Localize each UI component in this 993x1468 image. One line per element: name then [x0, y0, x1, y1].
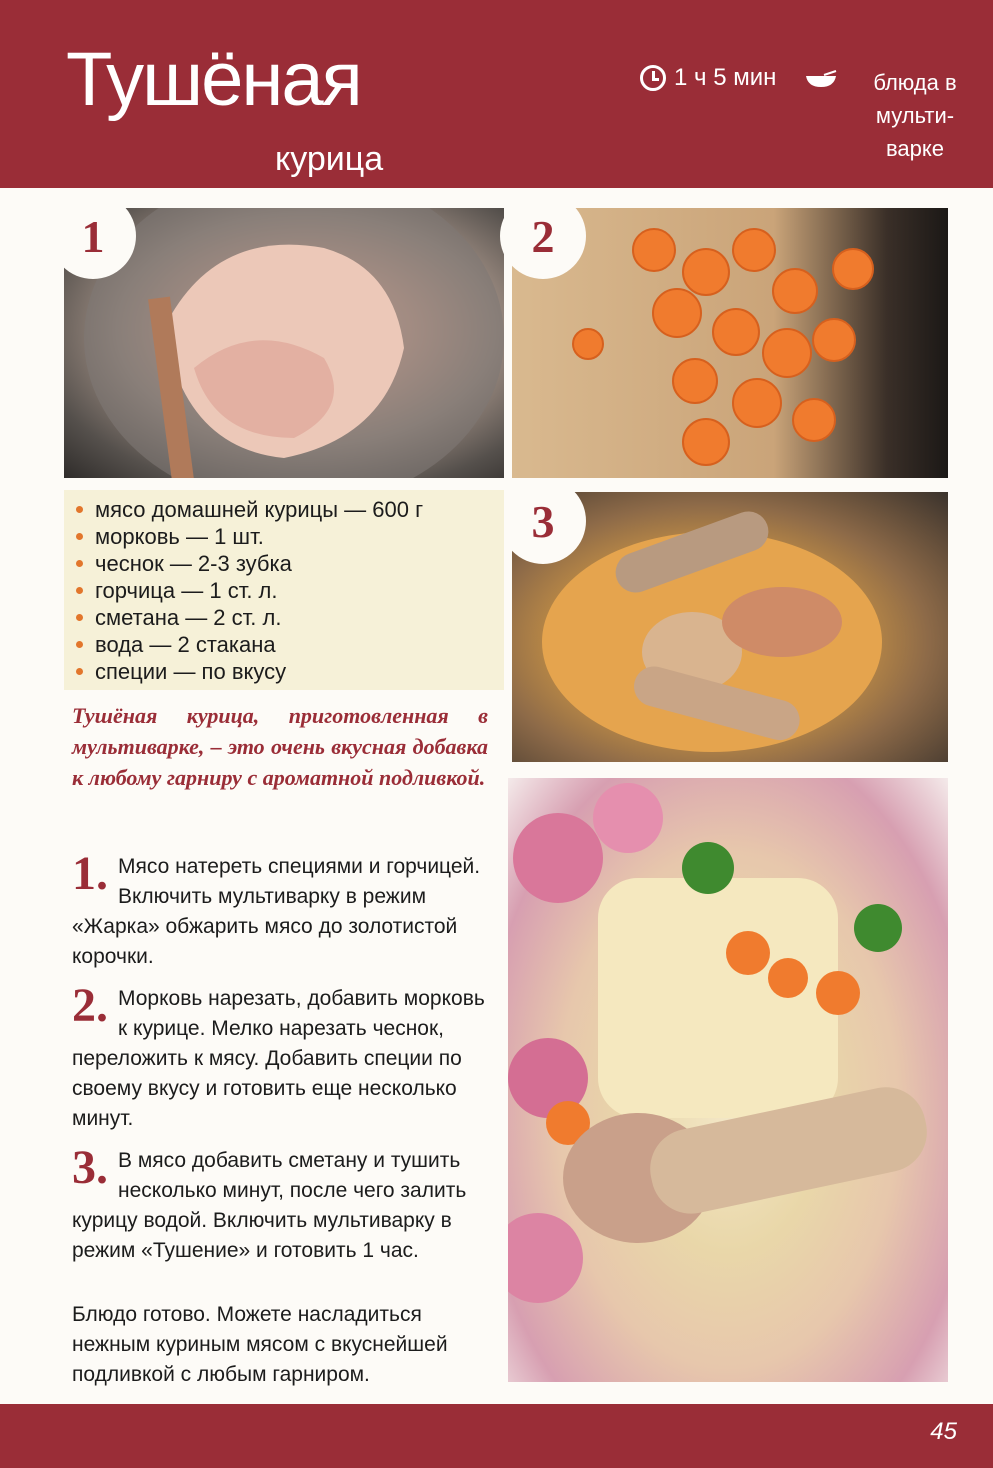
instruction-step [72, 1141, 488, 1266]
list-item: морковь — 1 шт. [76, 523, 423, 550]
bowl-icon [804, 70, 838, 88]
step-photo-number: 1 [50, 193, 136, 279]
ingredients-box [64, 490, 504, 690]
clock-icon [640, 65, 666, 91]
page-number: 45 [930, 1418, 957, 1445]
step-text: Мясо натереть специями и горчицей. Включить мультиварку в режим «Жарка» обжарить мясо до золотистой корочки. [72, 855, 481, 968]
step-photo-number: 2 [500, 193, 586, 279]
category-label: блюда в мульти- варке [873, 70, 957, 161]
footer-bar [0, 1404, 993, 1468]
step-photo-number: 3 [500, 478, 586, 564]
instruction-step [72, 979, 488, 1134]
header-bar [0, 0, 993, 188]
step-number: 2. [72, 979, 108, 1032]
step-text: В мясо добавить сметану и тушить несколько минут, после чего залить курицу водой. Включить мультиварку в режим «Тушение» и готовить 1 час. [72, 1149, 467, 1262]
served-dish-photo [508, 778, 948, 1382]
instruction-step [72, 847, 488, 972]
step-number: 1. [72, 847, 108, 900]
recipe-intro: Тушёная курица, приготовленная в мультиварке, – это очень вкусная добавка к любому гарниру с ароматной подливкой. [72, 703, 488, 790]
page-subtitle: курица [275, 140, 384, 178]
cooking-time [640, 64, 776, 92]
list-item: специи — по вкусу [76, 658, 423, 685]
final-note: Блюдо готово. Можете насладиться нежным куриным мясом с вкуснейшей подливкой с любым гарниром. [72, 1303, 448, 1386]
list-item: мясо домашней курицы — 600 г [76, 496, 423, 523]
page-title: Тушёная [66, 37, 361, 122]
list-item: вода — 2 стакана [76, 631, 423, 658]
cooking-time-label: 1 ч 5 мин [674, 64, 777, 91]
list-item: горчица — 1 ст. л. [76, 577, 423, 604]
list-item: чеснок — 2-3 зубка [76, 550, 423, 577]
step-number: 3. [72, 1141, 108, 1194]
ingredient-list [76, 496, 423, 685]
step-text: Морковь нарезать, добавить морковь к курице. Мелко нарезать чеснок, переложить к мясу. Добавить специи по своему вкусу и готовить еще несколько минут. [72, 987, 485, 1130]
list-item: сметана — 2 ст. л. [76, 604, 423, 631]
